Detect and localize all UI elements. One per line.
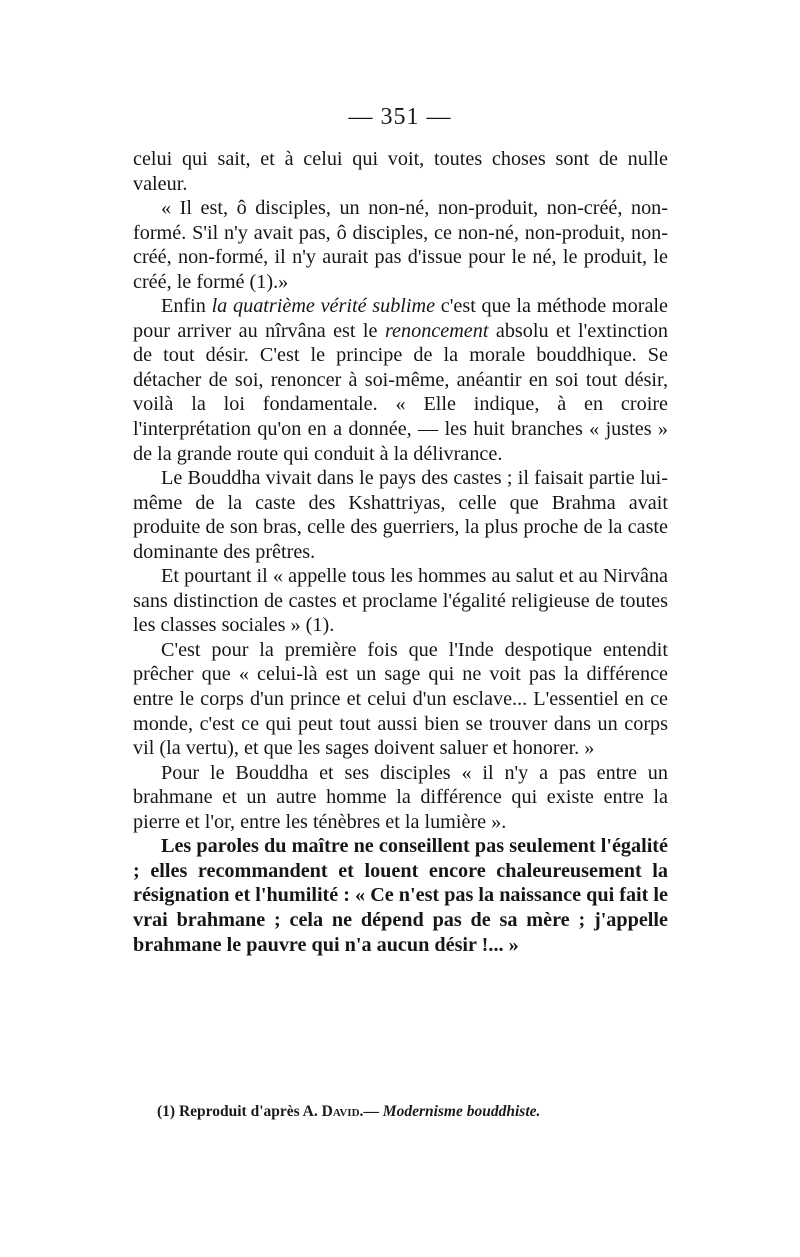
- paragraph-3-tail: absolu et l'extinction de tout désir. C'est le principe de la morale bouddhique. Se détacher de soi, renoncer à soi-même, anéantir en soi tout désir, voilà la loi fondamentale. « Elle indique, à en croire l'interprétation qu'on en a donnée, — les huit branches « justes » de la grande route qui conduit à la délivrance.: [133, 319, 668, 465]
- paragraph-8: Les paroles du maître ne conseillent pas seulement l'égalité ; elles recommandent et louent encore chaleureusement la résignation et l'humilité : « Ce n'est pas la naissance qui fait le vrai brahmane ; cela ne dépend pas de sa mère ; j'appelle brahmane le pauvre qui n'a aucun désir !... »: [133, 835, 668, 956]
- paragraph-3: [133, 294, 668, 466]
- paragraph-3-lead: Enfin: [161, 295, 212, 318]
- paragraph-3-emphasis: la quatrième vérité sublime: [211, 295, 436, 318]
- page-number: — 351 —: [348, 104, 452, 130]
- footnote-separator: .—: [359, 1103, 383, 1120]
- paragraph-5: Et pourtant il « appelle tous les hommes au salut et au Nirvâna sans distinction de castes et proclame l'égalité religieuse de toutes les classes sociales » (1).: [133, 565, 668, 637]
- paragraph-3-emphasis-2: renoncement: [384, 319, 489, 342]
- paragraph-3-mid: c'est que la méthode morale pour arriver au nîrvâna est le: [133, 295, 668, 342]
- paragraph-2: « Il est, ô disciples, un non-né, non-produit, non-créé, non-formé. S'il n'y avait pas, ô disciples, ce non-né, non-produit, non-créé, non-formé, il n'y aurait pas d'issue pour le né, le produit, le créé, le formé (1).»: [133, 197, 668, 293]
- body-text: [133, 147, 668, 957]
- paragraph-1: celui qui sait, et à celui qui voit, toutes choses sont de nulle valeur.: [133, 148, 668, 195]
- footnote-title: Modernisme bouddhiste.: [382, 1103, 541, 1120]
- paragraph-4: Le Bouddha vivait dans le pays des castes ; il faisait partie lui-même de la caste des Kshattriyas, celle que Brahma avait produite de son bras, celle des guerriers, la plus proche de la caste dominante des prêtres.: [133, 467, 668, 563]
- footnote-author: David: [321, 1103, 360, 1120]
- footnote-marker: (1) Reproduit d'après A.: [157, 1103, 322, 1120]
- paragraph-7: Pour le Bouddha et ses disciples « il n'y a pas entre un brahmane et un autre homme la différence qui existe entre la pierre et l'or, entre les ténèbres et la lumière ».: [133, 761, 668, 833]
- paragraph-6: C'est pour la première fois que l'Inde despotique entendit prêcher que « celui-là est un sage qui ne voit pas la différence entre le corps d'un prince et celui d'un esclave... L'essentiel en ce monde, c'est ce qui peut tout aussi bien se trouver dans un corps vil (la vertu), et que les sages doivent saluer et honorer. »: [133, 638, 668, 760]
- footnote: [157, 1103, 677, 1121]
